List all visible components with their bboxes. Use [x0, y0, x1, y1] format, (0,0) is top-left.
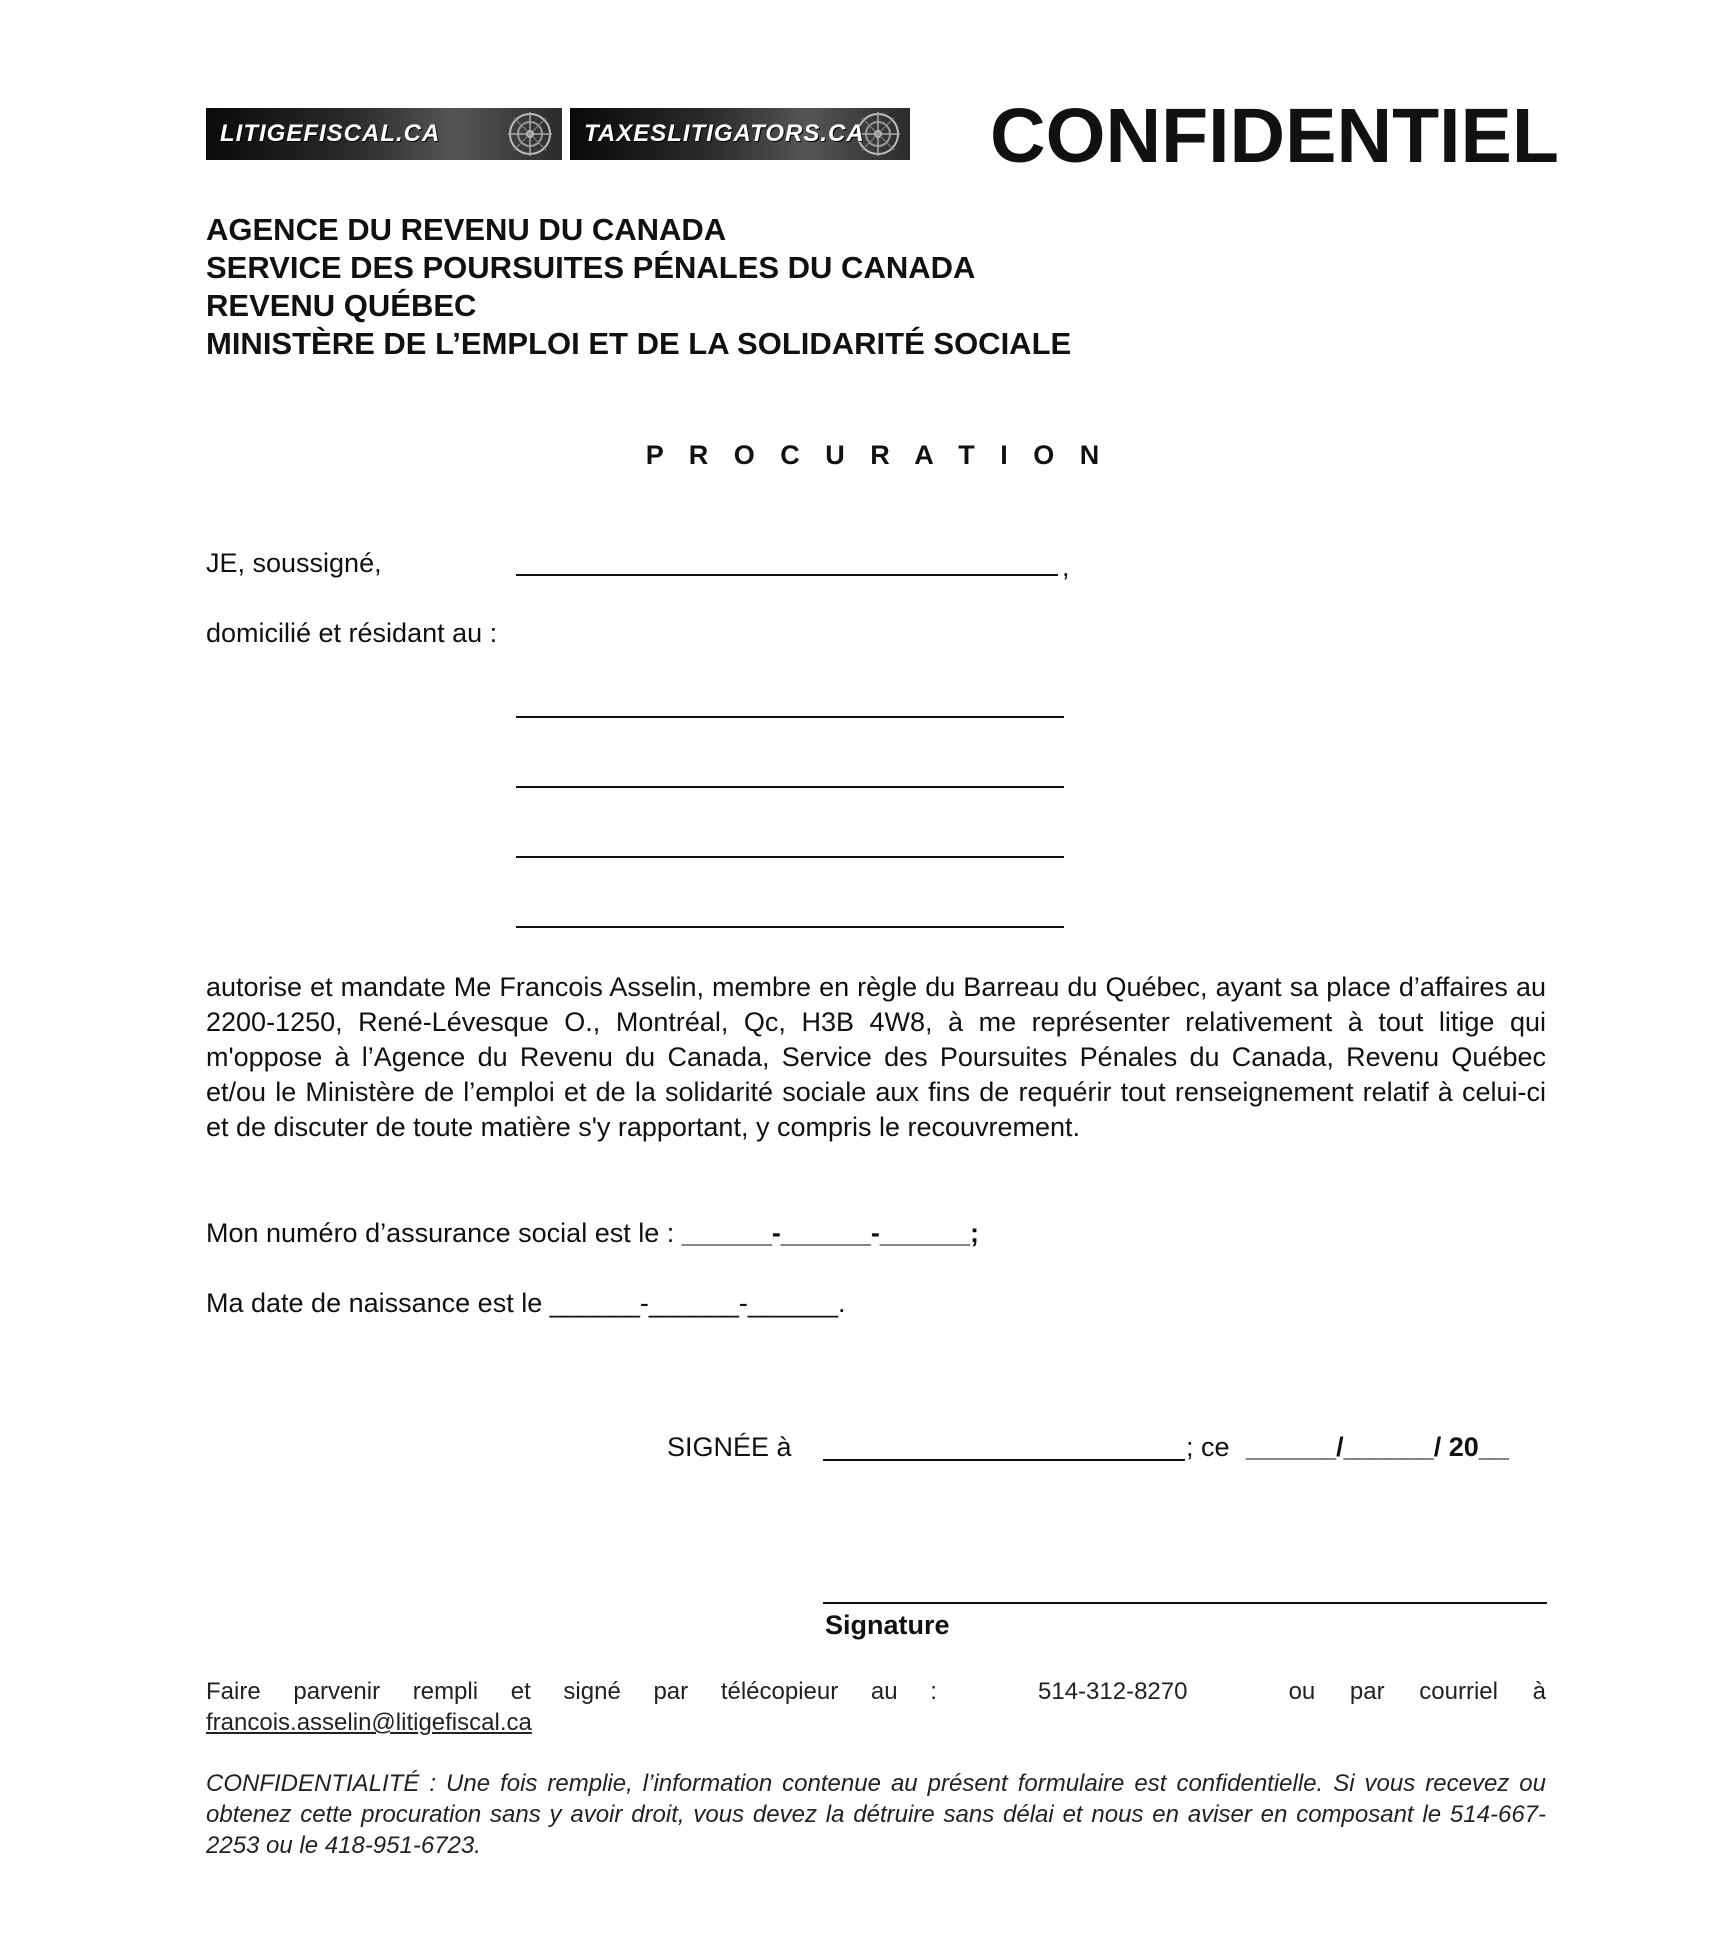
signature-label: Signature — [825, 1610, 950, 1640]
email-link[interactable]: francois.asselin@litigefiscal.ca — [206, 1709, 532, 1736]
nas-label: Mon numéro d’assurance social est le : — [206, 1218, 675, 1248]
or-email-text: ou par courriel à — [1288, 1678, 1546, 1705]
dob-label: Ma date de naissance est le — [206, 1288, 543, 1318]
name-field-line[interactable] — [516, 574, 1058, 576]
taxeslitigators-logo — [570, 108, 910, 160]
dob-field[interactable]: ______-______-______. — [549, 1288, 846, 1318]
confidentiel-stamp: CONFIDENTIEL — [990, 93, 1559, 179]
je-soussigne-label: JE, soussigné, — [206, 548, 382, 578]
target-icon — [506, 110, 554, 158]
dob-row — [206, 1288, 846, 1319]
agency-mess: MINISTÈRE DE L’EMPLOI ET DE LA SOLIDARITÉ SOCIALE — [206, 326, 1072, 361]
signature-line[interactable] — [823, 1602, 1547, 1604]
address-line-4[interactable] — [516, 926, 1064, 928]
litigefiscal-logo — [206, 108, 562, 160]
agency-ppsc: SERVICE DES POURSUITES PÉNALES DU CANADA — [206, 250, 976, 285]
nas-field[interactable]: ______-______-______; — [681, 1218, 980, 1248]
logo-text-left: LITIGEFISCAL.CA — [220, 120, 441, 147]
address-line-2[interactable] — [516, 786, 1064, 788]
document-title: P R O C U R A T I O N — [645, 440, 1109, 470]
signed-date-field[interactable]: ______/______/ 20__ — [1246, 1432, 1509, 1462]
fax-number: 514-312-8270 — [1038, 1678, 1188, 1705]
signed-label: SIGNÉE à — [667, 1432, 792, 1462]
ce-label: ; ce — [1186, 1432, 1230, 1462]
domicile-label: domicilié et résidant au : — [206, 618, 498, 648]
confidentiality-note: CONFIDENTIALITÉ : Une fois remplie, l’information contenue au présent formulaire est confidentielle. Si vous recevez ou obtenez cette procuration sans y avoir droit, vous devez la détruire sans délai et nous en aviser en composant le 514-667-2253 ou le 418-951-6723. — [206, 1770, 1546, 1859]
address-line-1[interactable] — [516, 716, 1064, 718]
logo-text-right: TAXESLITIGATORS.CA — [584, 120, 865, 147]
send-line — [206, 1676, 1546, 1707]
nas-row — [206, 1218, 979, 1249]
send-text: Faire parvenir rempli et signé par télécopieur au : — [206, 1678, 937, 1705]
signed-place-line[interactable] — [823, 1459, 1185, 1461]
name-comma: , — [1062, 552, 1070, 582]
mandate-paragraph: autorise et mandate Me Francois Asselin, membre en règle du Barreau du Québec, ayant sa place d’affaires au 2200-1250, René-Lévesque O., Montréal, Qc, H3B 4W8, à me représenter relativement à tout litige qui m'oppose à l’Agence du Revenu du Canada, Service des Poursuites Pénales du Canada, Revenu Québec et/ou le Ministère de l’emploi et de la solidarité sociale aux fins de requérir tout renseignement relatif à celui-ci et de discuter de toute matière s'y rapportant, y compris le recouvrement. — [206, 972, 1546, 1142]
agency-cra: AGENCE DU REVENU DU CANADA — [206, 212, 727, 247]
address-line-3[interactable] — [516, 856, 1064, 858]
agency-revenu-quebec: REVENU QUÉBEC — [206, 288, 477, 323]
send-instructions — [206, 1676, 1546, 1738]
